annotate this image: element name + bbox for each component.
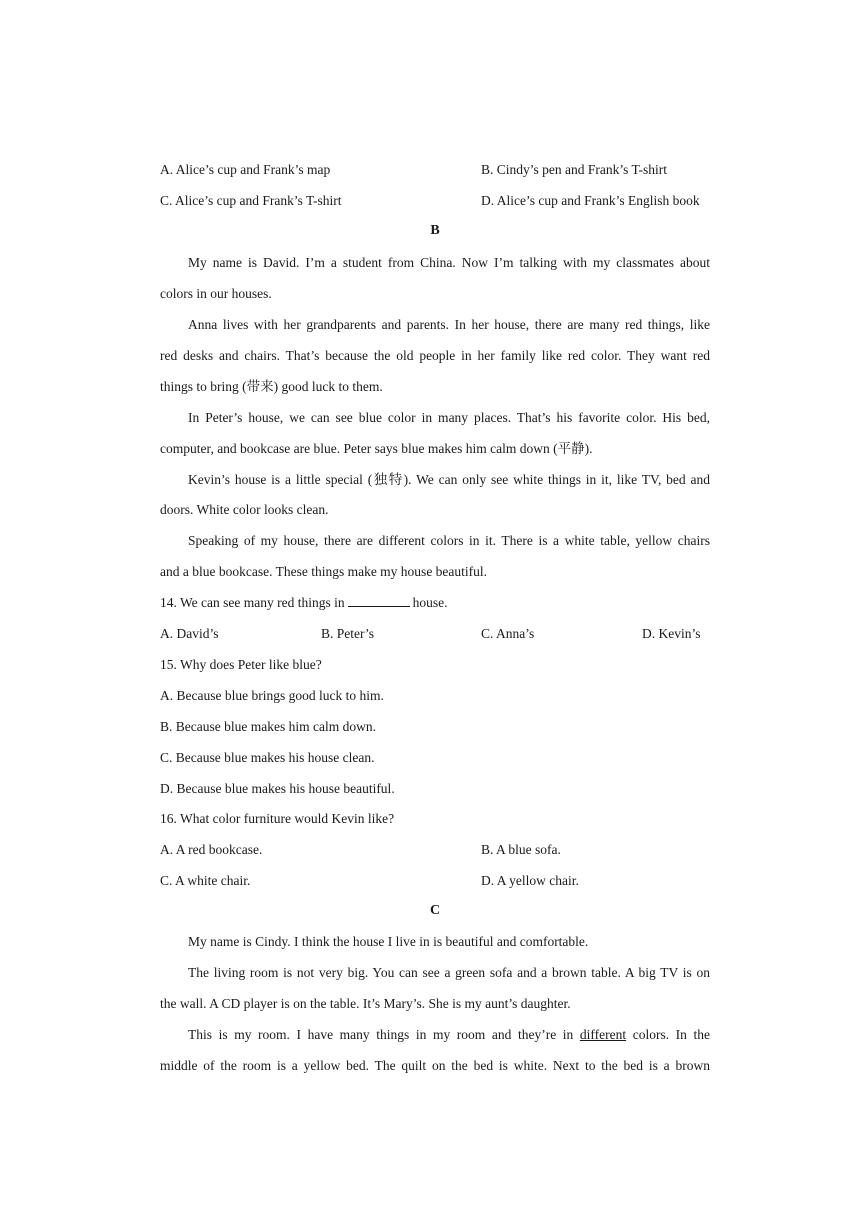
section-b-p1-line1: My name is David. I’m a student from China. Now I’m talking with my classmates about <box>188 255 710 270</box>
question-14-stem <box>160 594 448 612</box>
question-16-option-a: A. A red bookcase. <box>160 842 263 857</box>
question-14-option-a: A. David’s <box>160 626 219 641</box>
question-16-option-c: C. A white chair. <box>160 873 251 888</box>
question-14-stem-after: house. <box>412 595 448 610</box>
section-b-p3-line2: computer, and bookcase are blue. Peter says blue makes him calm down (平静). <box>160 441 593 456</box>
section-b-p5-line2: and a blue bookcase. These things make my house beautiful. <box>160 564 488 579</box>
question-14-stem-before: 14. We can see many red things in <box>160 595 345 610</box>
section-b-p2-line1: Anna lives with her grandparents and parents. In her house, there are many red things, like <box>188 317 710 332</box>
section-b-p4-line2: doors. White color looks clean. <box>160 502 329 517</box>
question-15-stem: 15. Why does Peter like blue? <box>160 657 322 672</box>
question-16-stem: 16. What color furniture would Kevin like? <box>160 811 395 826</box>
section-b-heading: B <box>430 223 440 238</box>
section-b-p4-line1: Kevin’s house is a little special (独特). We can only see white things in it, like TV, bed and <box>188 472 710 487</box>
section-c-p3-line2: middle of the room is a yellow bed. The quilt on the bed is white. Next to the bed is a brown <box>160 1058 710 1073</box>
prev-option-a: A. Alice’s cup and Frank’s map <box>160 162 331 177</box>
section-c-p1-line1: My name is Cindy. I think the house I live in is beautiful and comfortable. <box>188 934 589 949</box>
question-15-option-c: C. Because blue makes his house clean. <box>160 750 375 765</box>
question-15-option-d: D. Because blue makes his house beautiful. <box>160 781 395 796</box>
question-15-option-b: B. Because blue makes him calm down. <box>160 719 376 734</box>
section-b-p2-line2: red desks and chairs. That’s because the old people in her family like red color. They want red <box>160 348 710 363</box>
prev-option-c: C. Alice’s cup and Frank’s T-shirt <box>160 193 342 208</box>
question-14-option-b: B. Peter’s <box>321 626 374 641</box>
section-c-p3-line1-after: colors. In the <box>632 1027 710 1042</box>
section-b-p1-line2: colors in our houses. <box>160 286 272 301</box>
underlined-word: different <box>579 1027 627 1042</box>
answer-blank <box>348 594 410 607</box>
section-b-p2-line3: things to bring (带来) good luck to them. <box>160 379 383 394</box>
question-16-option-d: D. A yellow chair. <box>481 873 579 888</box>
section-c-p2-line1: The living room is not very big. You can see a green sofa and a brown table. A big TV is on <box>188 965 710 980</box>
question-14-option-c: C. Anna’s <box>481 626 535 641</box>
section-c-heading: C <box>429 903 441 918</box>
section-b-p3-line1: In Peter’s house, we can see blue color in many places. That’s his favorite color. His bed, <box>188 410 710 425</box>
question-16-option-b: B. A blue sofa. <box>481 842 561 857</box>
section-c-p3-line1 <box>188 1026 710 1044</box>
section-b-p5-line1: Speaking of my house, there are different colors in it. There is a white table, yellow chairs <box>188 533 710 548</box>
prev-option-d: D. Alice’s cup and Frank’s English book <box>481 193 700 208</box>
prev-option-b: B. Cindy’s pen and Frank’s T-shirt <box>481 162 668 177</box>
section-c-p3-line1-before: This is my room. I have many things in my room and they’re in <box>188 1027 574 1042</box>
question-15-option-a: A. Because blue brings good luck to him. <box>160 688 384 703</box>
question-14-option-d: D. Kevin’s <box>642 626 701 641</box>
section-c-p2-line2: the wall. A CD player is on the table. It’s Mary’s. She is my aunt’s daughter. <box>160 996 571 1011</box>
